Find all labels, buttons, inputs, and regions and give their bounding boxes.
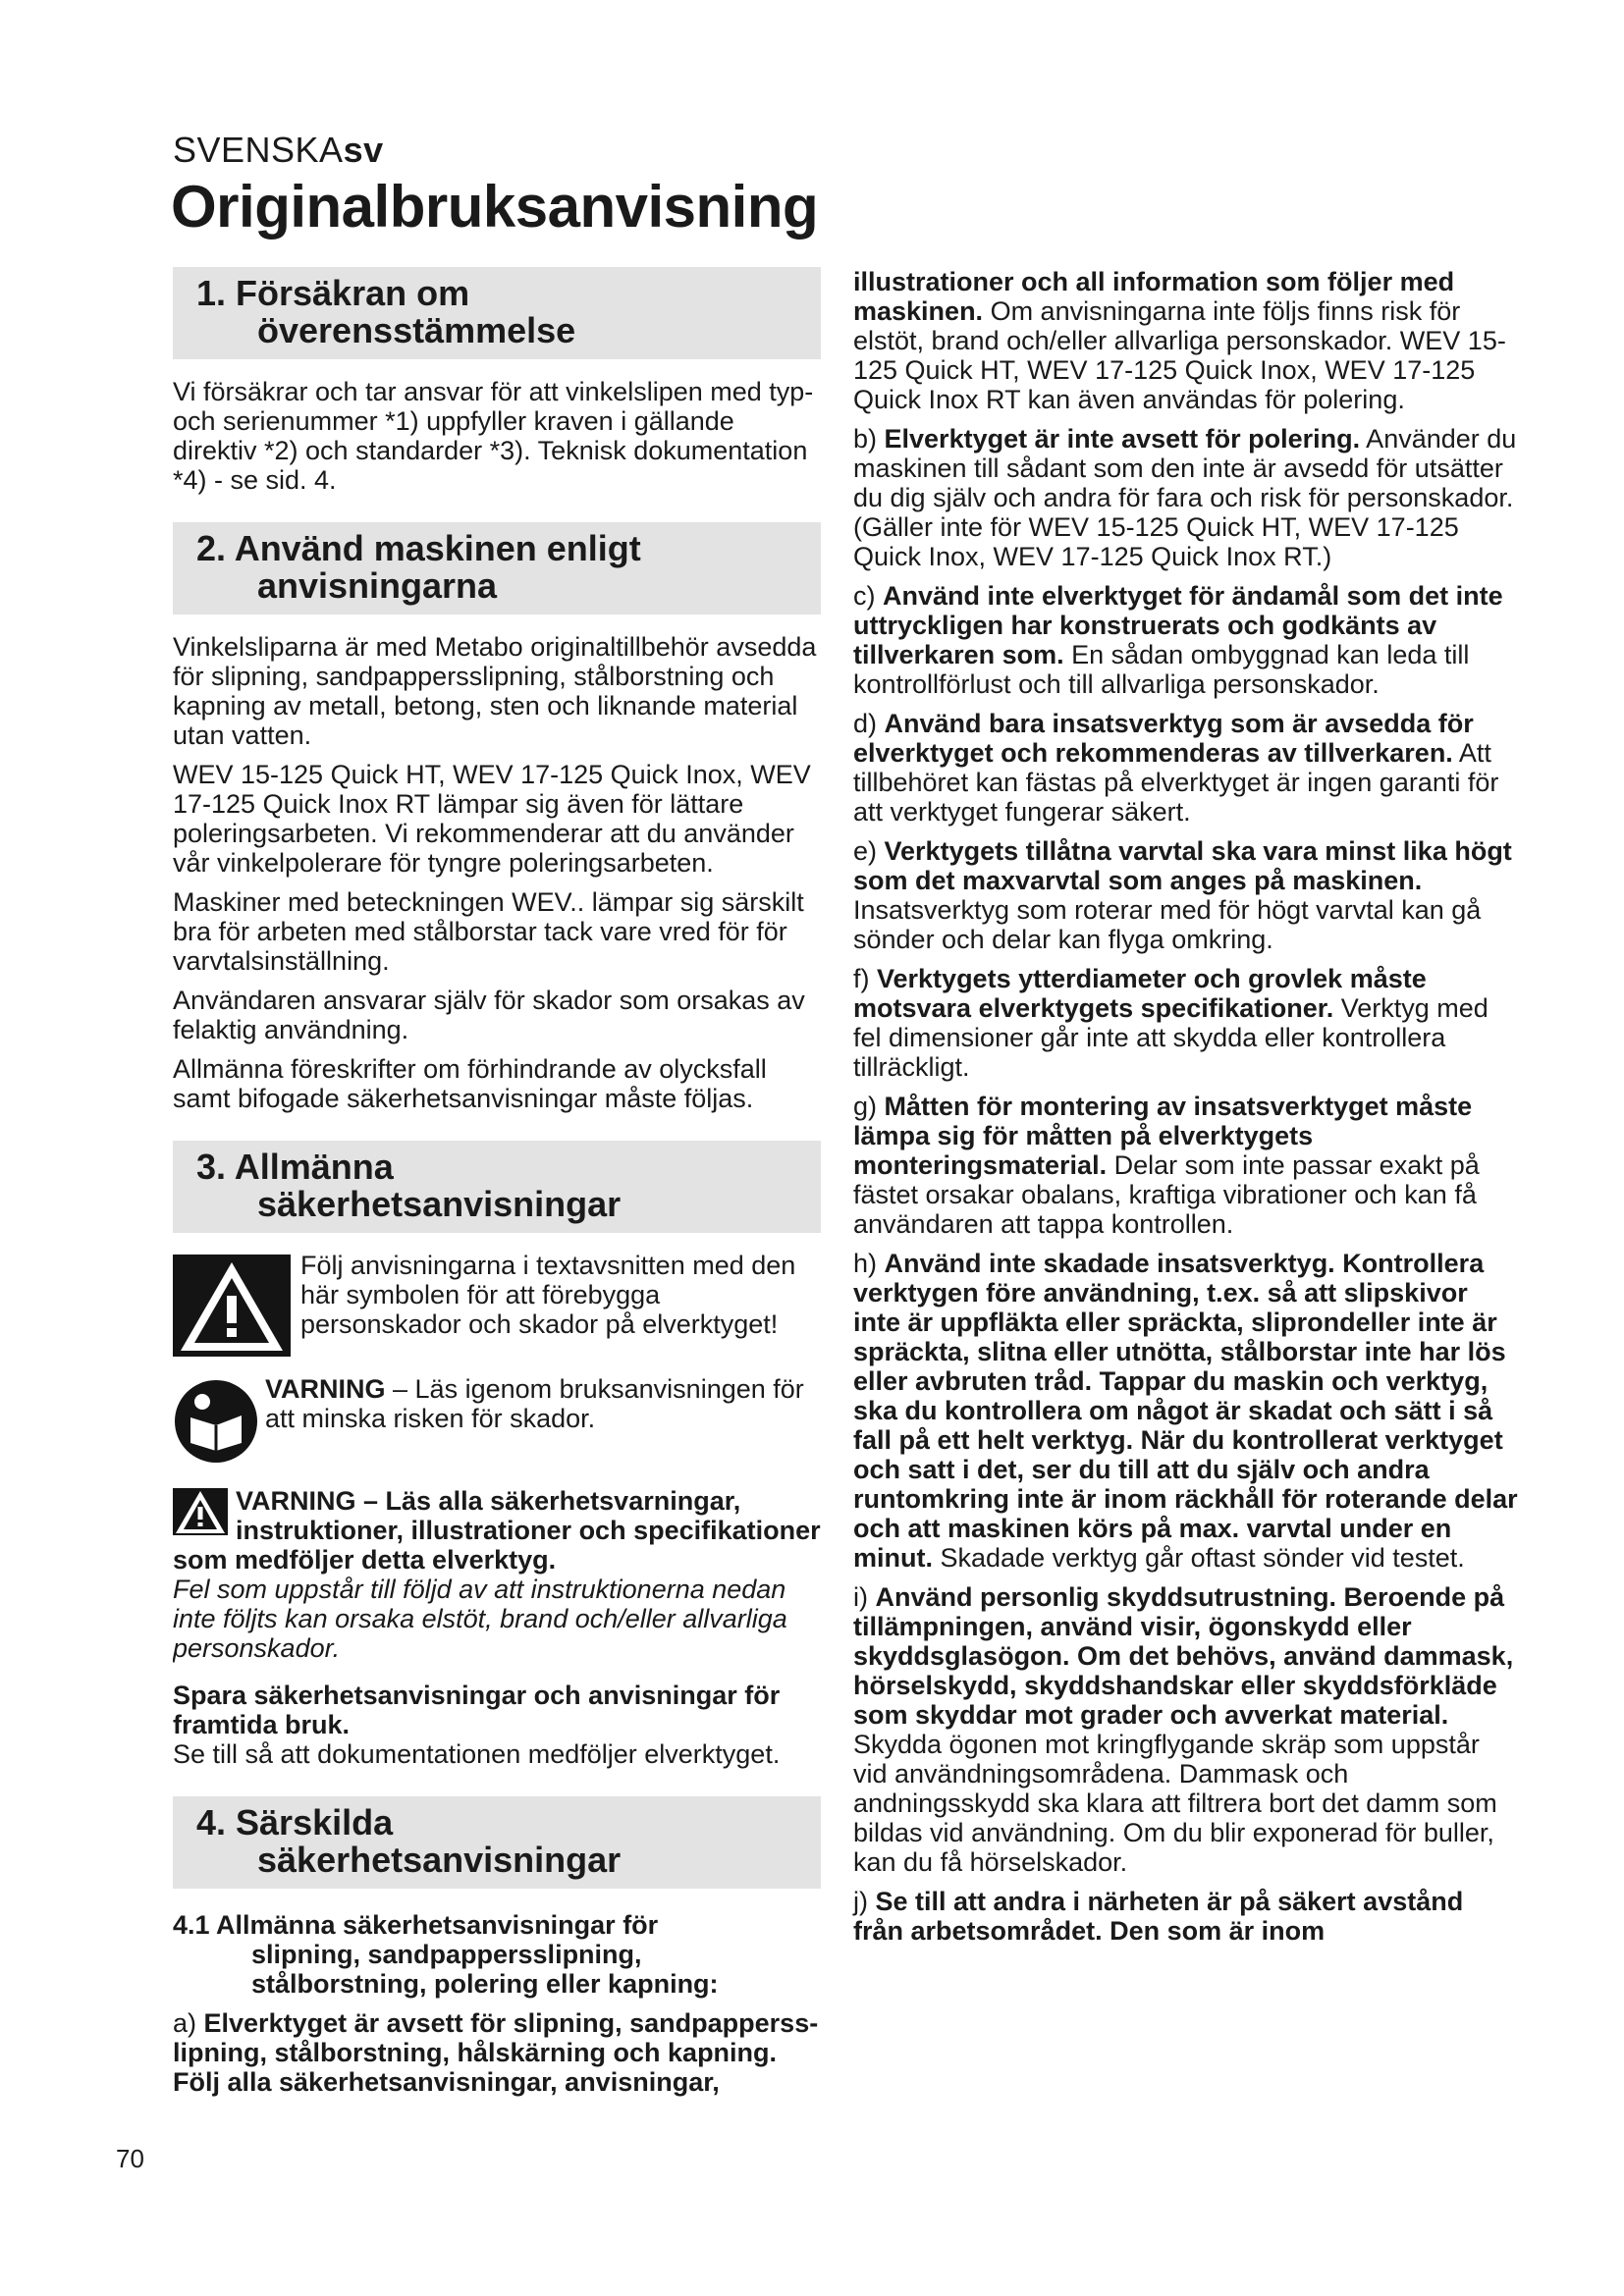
warning-symbol-note: Följ anvisningarna i textavsnitten med den här symbolen för att förebygga personskador och skador på elverktyget! <box>173 1251 821 1357</box>
item-c: c) Använd inte elverktyget för ändamål som det inte uttryckligen har konstruerats och godkänts av tillverkaren som. En sådan ombyggnad kan leda till kontrollförlust och till allvarliga personskador. <box>853 581 1503 699</box>
general-warning: VARNING – Läs alla säkerhetsvarningar, instruktioner, illustrationer och specifikationer som medföljer detta elverktyg. Fel som uppstår till följd av att instruktionerna nedan inte följts kan orsaka elstöt, brand och/eller allvarliga personskador. <box>173 1486 821 1663</box>
item-g: g) Måtten för montering av insatsverktyget måste lämpa sig för måtten på elverktygets monteringsmaterial. Delar som inte passar exakt på fästet orsakar obalans, kraftiga vibrationer och kan få användaren att tappa kontrollen. <box>853 1092 1480 1239</box>
section-1-heading: 1. Försäkran om överensstämmelse <box>173 267 821 359</box>
save-instructions: Spara säkerhetsanvisningar och anvisningar för framtida bruk. Se till så att dokumentationen medföljer elverktyget. <box>173 1681 781 1769</box>
item-e: e) Verktygets tillåtna varvtal ska vara minst lika högt som det maxvarvtal som anges på maskinen. Insatsverktyg som roterar med för högt varvtal kan gå sönder och delar kan flyga omkring. <box>853 836 1512 954</box>
left-column <box>173 267 821 2107</box>
page-title: Originalbruksanvisning <box>171 174 819 240</box>
language-header: SVENSKAsv <box>173 130 384 170</box>
warning-triangle-icon <box>173 1488 228 1535</box>
item-f: f) Verktygets ytterdiameter och grovlek måste motsvara elverktygets specifikationer. Verktyg med fel dimensioner går inte att skydda eller kontrollera tillräckligt. <box>853 964 1489 1082</box>
item-b: b) Elverktyget är inte avsett för polering. Använder du maskinen till sådant som den inte är avsedd för utsätter du dig själv och andra för fara och risk för personskador. (Gäller inte för WEV 15-125 Quick HT, WEV 17-125 Quick Inox, WEV 17-125 Quick Inox RT.) <box>853 424 1517 571</box>
subsection-4-1-heading: 4.1 Allmänna säkerhetsanvisningar för slipning, sandpappersslipning, stålborstning, polering eller kapning: <box>173 1910 719 1999</box>
page-number: 70 <box>116 2144 144 2173</box>
section-2-paragraph: Användaren ansvarar själv för skador som orsakas av felaktig användning. <box>173 986 805 1044</box>
warning-triangle-icon <box>173 1255 291 1357</box>
section-3-heading: 3. Allmänna säkerhetsanvisningar <box>173 1141 821 1233</box>
section-2-paragraph: Vinkelsliparna är med Metabo originaltillbehör avsedda för slipning, sandpappersslipning, stålborstning och kapning av metall, betong, sten och liknande material utan vatten. <box>173 632 817 750</box>
right-column <box>853 267 1519 1955</box>
section-1-body: Vi försäkrar och tar ansvar för att vinkelslipen med typ- och serienummer *1) uppfyller kraven i gällande direktiv *2) och standarder *3). Teknisk dokumentation *4) - se sid. 4. <box>173 377 814 495</box>
section-4-heading: 4. Särskilda säkerhetsanvisningar <box>173 1796 821 1889</box>
section-2-paragraph: Allmänna föreskrifter om förhindrande av olycksfall samt bifogade säkerhetsanvisningar måste följas. <box>173 1054 767 1113</box>
section-2-heading: 2. Använd maskinen enligt anvisningarna <box>173 522 821 614</box>
item-a-continued: illustrationer och all information som följer med maskinen. Om anvisningarna inte följs finns risk för elstöt, brand och/eller allvarliga personskador. WEV 15-125 Quick HT, WEV 17-125 Quick Inox, WEV 17-125 Quick Inox RT kan även användas för polering. <box>853 267 1506 414</box>
section-2-paragraph: WEV 15-125 Quick HT, WEV 17-125 Quick Inox, WEV 17-125 Quick Inox RT lämpar sig även för lättare poleringsarbeten. Vi rekommenderar att du använder vår vinkelpolerare för tyngre poleringsarbeten. <box>173 760 811 878</box>
item-d: d) Använd bara insatsverktyg som är avsedda för elverktyget och rekommenderas av tillverkaren. Att tillbehöret kan fästas på elverktyget är ingen garanti för att verktyget fungerar säkert. <box>853 709 1499 827</box>
read-manual-icon <box>173 1378 259 1465</box>
item-h: h) Använd inte skadade insatsverktyg. Kontrollera verktygen före användning, t.ex. så att slipskivor inte är uppfläkta eller spräckta, sliprondeller inte är spräckta, slitna eller utnötta, stålborstar inte har lös eller avbruten tråd. Tappar du maskin och verktyg, ska du kontrollera om något är skadat och sätt i så fall på ett helt verktyg. När du kontrollerat verktyget och satt i det, ser du till att du själv och andra runtomkring inte är inom räckhåll för roterande delar och att maskinen körs på max. varvtal under en minut. Skadade verktyg går oftast sönder vid testet. <box>853 1249 1518 1573</box>
item-i: i) Använd personlig skyddsutrustning. Beroende på tillämpningen, använd visir, ögonskydd eller skyddsglasögon. Om det behövs, använd dammask, hörselskydd, skyddshandskar eller skyddsförkläde som skyddar mot grader och avverkat material. Skydda ögonen mot kringflygande skräp som uppstår vid användningsområdena. Dammask och andningsskydd ska klara att filtrera bort det damm som bildas vid användning. Om du blir exponerad för buller, kan du få hörselskador. <box>853 1582 1514 1877</box>
item-j: j) Se till att andra i närheten är på säkert avstånd från arbetsområdet. Den som är inom <box>853 1887 1464 1946</box>
read-manual-note: VARNING – Läs igenom bruksanvisningen för att minska risken för skador. <box>173 1374 821 1465</box>
item-a: a) Elverktyget är avsett för slipning, sandpappersslipning, stålborstning, hålskärning och kapning. Följ alla säkerhetsanvisningar, anvisningar, <box>173 2008 819 2097</box>
section-2-paragraph: Maskiner med beteckningen WEV.. lämpar sig särskilt bra för arbeten med stålborstar tack vare vred för för varvtalsinställning. <box>173 887 804 976</box>
